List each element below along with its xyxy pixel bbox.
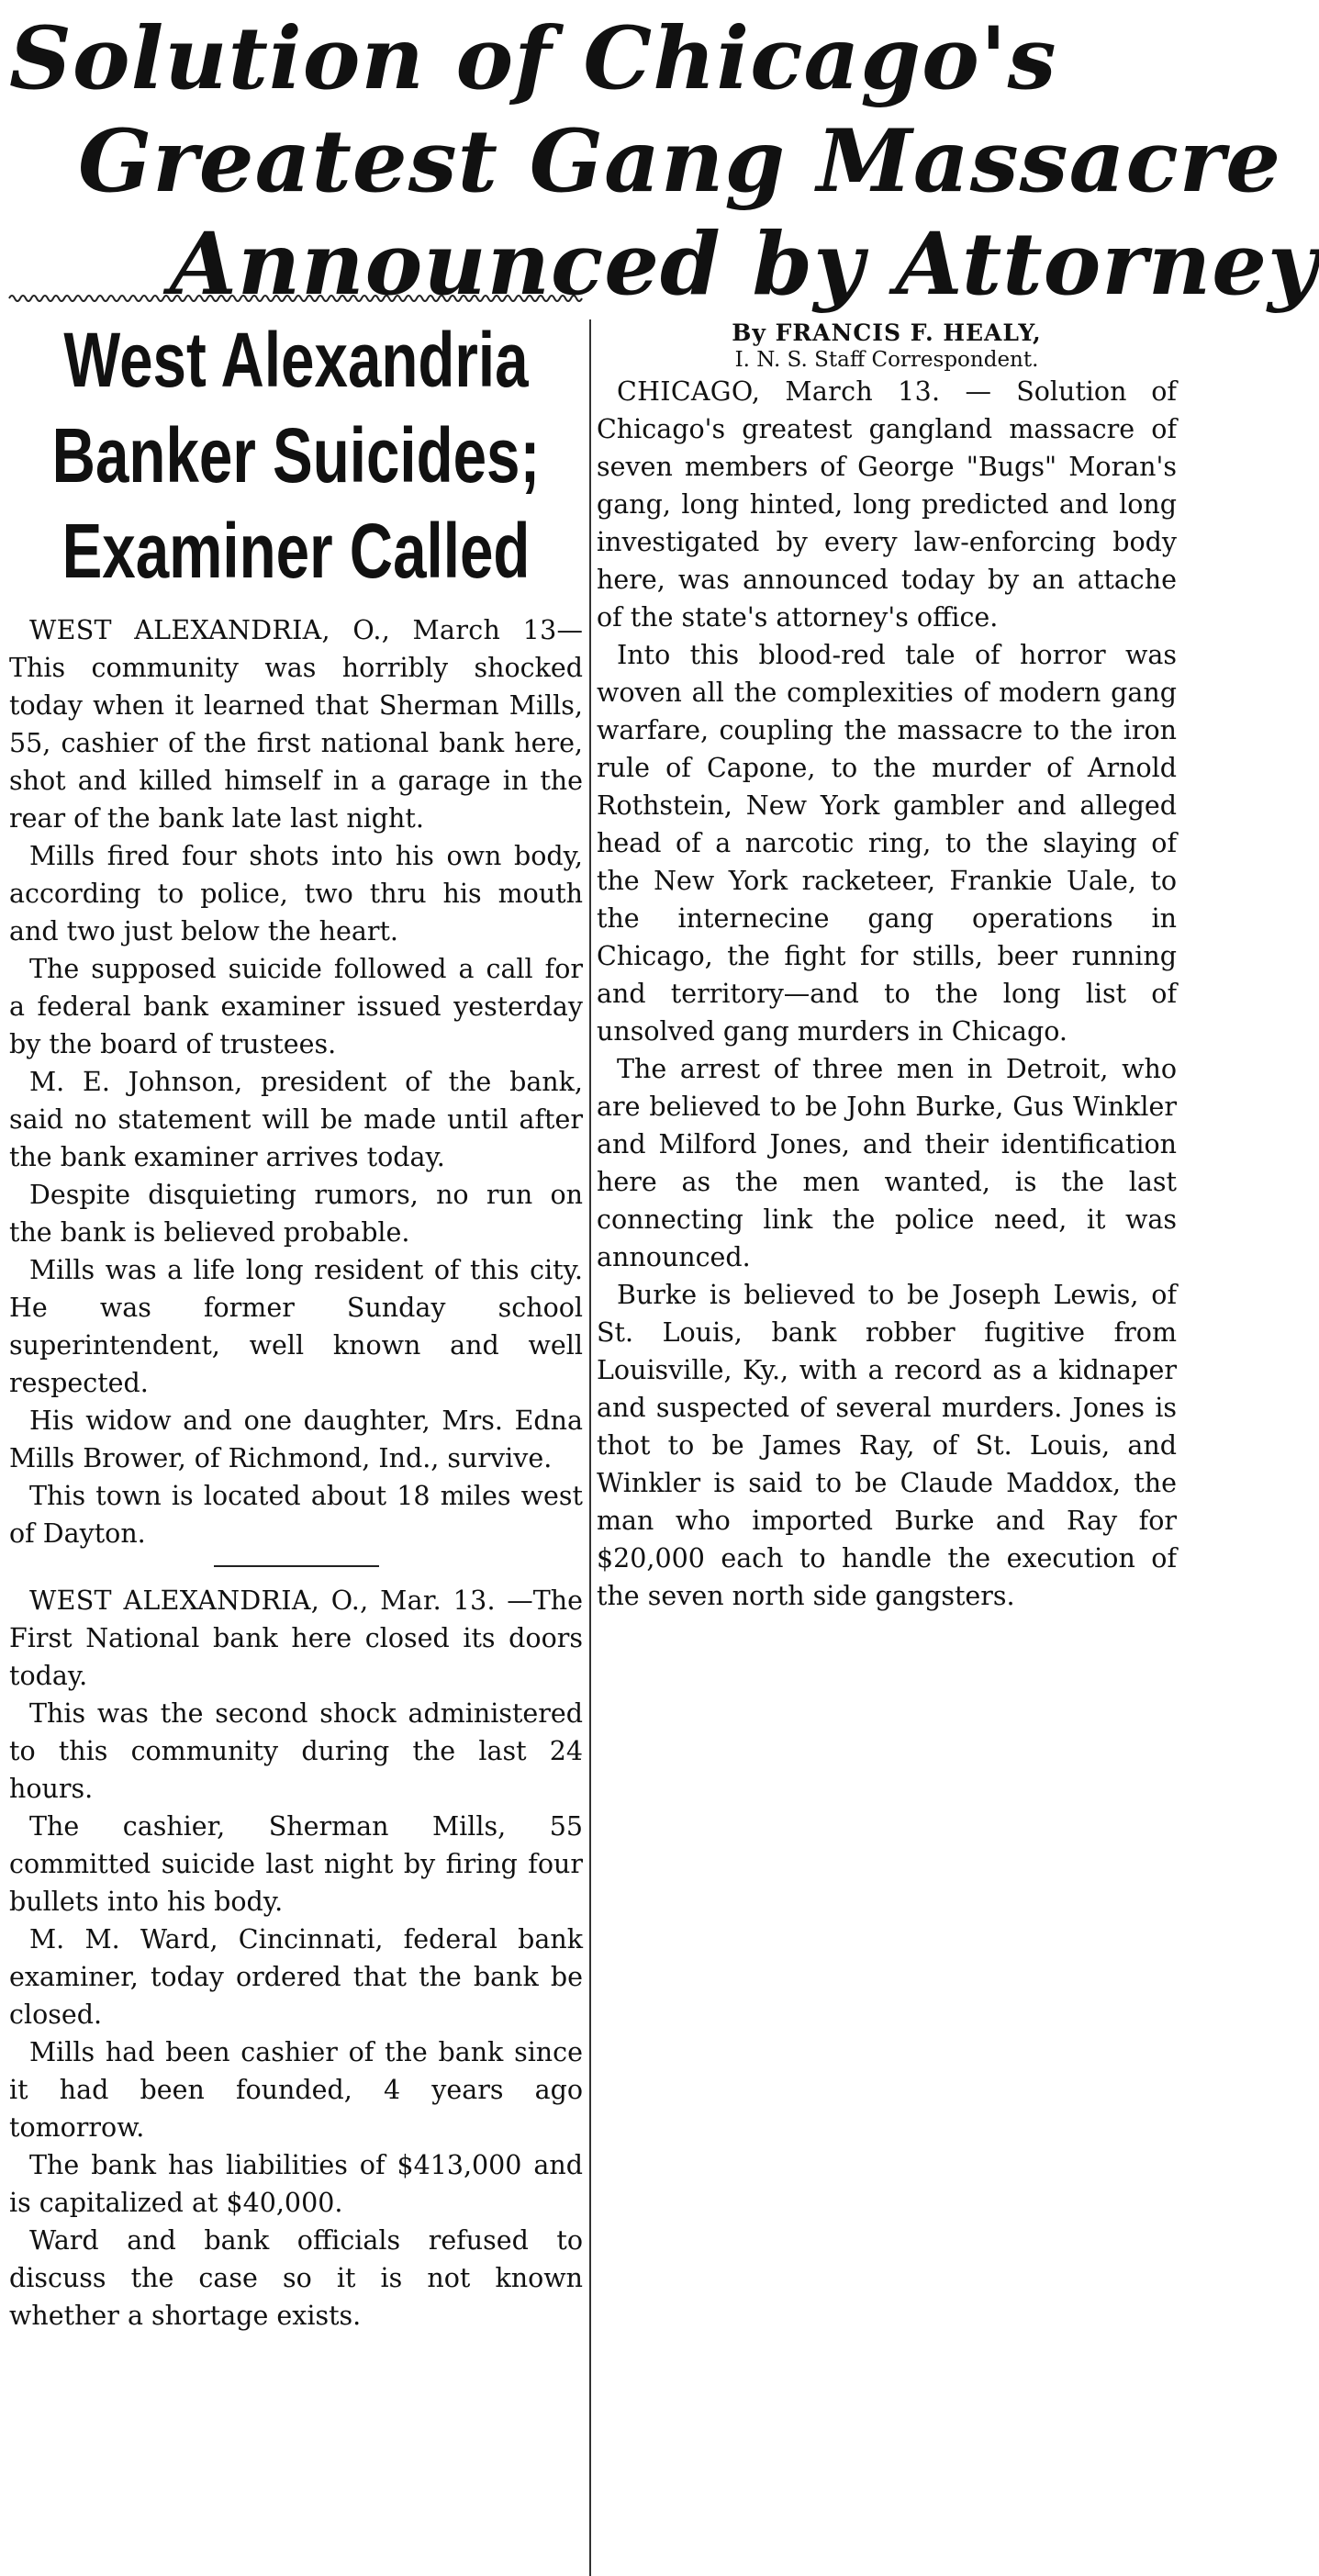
section-divider — [214, 1565, 379, 1567]
article-paragraph: The bank has liabilities of $413,000 and is capitalized at $40,000. — [9, 2150, 583, 2218]
banner-headline — [9, 7, 1319, 316]
left-headline-line-1: West Alexandria — [63, 317, 529, 403]
article-paragraph: Mills fired four shots into his own body, according to police, two thru his mouth and two just below the heart. — [9, 841, 583, 946]
dateline: WEST ALEXANDRIA, O., March 13 — [29, 615, 557, 645]
article-paragraph: This was the second shock administered to this community during the last 24 hours. — [9, 1698, 583, 1804]
left-headline — [8, 312, 585, 599]
byline-credit: I. N. S. Staff Correspondent. — [734, 348, 1039, 372]
article-paragraph: Ward and bank officials refused to discuss the case so it is not known whether a shortage exists. — [9, 2225, 583, 2331]
paragraph-text: —The First National bank here closed its doors today. — [9, 1585, 584, 1691]
dateline: WEST ALEXANDRIA, O., Mar. 13. — [29, 1585, 496, 1616]
article-paragraph — [597, 373, 1177, 636]
left-headline-line-3: Examiner Called — [61, 508, 531, 594]
banner-line-1: Solution of Chicago's — [9, 8, 1057, 109]
dateline: CHICAGO, March 13. — — [617, 376, 992, 407]
article-paragraph: The supposed suicide followed a call for a federal bank examiner issued yesterday by the board of trustees. — [9, 954, 583, 1059]
wavy-rule — [9, 292, 578, 305]
left-article-2 — [9, 1582, 583, 2335]
left-headline-line-2: Banker Suicides; — [51, 412, 541, 498]
left-article — [9, 611, 583, 1552]
article-paragraph: His widow and one daughter, Mrs. Edna Mills Brower, of Richmond, Ind., survive. — [9, 1406, 583, 1473]
article-paragraph: Into this blood-red tale of horror was woven all the complexities of modern gang warfare, coupling the massacre to the iron rule of Capone, to the murder of Arnold Rothstein, New York gambler and alleged head of a narcotic ring, to the slaying of the New York racketeer, Frankie Uale, to the internecine gang operations in Chicago, the fight for stills, beer running and territory—and to the long list of unsolved gang murders in Chicago. — [597, 640, 1177, 1047]
article-paragraph: Mills had been cashier of the bank since it had been founded, 4 years ago tomorrow. — [9, 2037, 583, 2143]
article-paragraph: The cashier, Sherman Mills, 55 committed suicide last night by firing four bullets into his body. — [9, 1811, 583, 1917]
right-column — [597, 319, 1177, 1615]
article-paragraph: M. E. Johnson, president of the bank, said no statement will be made until after the bank examiner arrives today. — [9, 1067, 583, 1172]
right-article — [597, 373, 1177, 1615]
left-column — [9, 312, 583, 2335]
article-paragraph — [9, 611, 583, 837]
article-paragraph: This town is located about 18 miles west of Dayton. — [9, 1481, 583, 1549]
banner-line-2: Greatest Gang Massacre — [78, 111, 1282, 212]
article-paragraph: M. M. Ward, Cincinnati, federal bank examiner, today ordered that the bank be closed. — [9, 1924, 583, 2030]
article-paragraph — [9, 1582, 583, 1695]
paragraph-text: Solution of Chicago's greatest gangland massacre of seven members of George "Bugs" Moran's gang, long hinted, long predicted and long investigated by every law-enforcing body here, was announced today by an attache of the state's attorney's office. — [597, 376, 1177, 633]
article-paragraph: Mills was a life long resident of this city. He was former Sunday school superintendent, well known and well respected. — [9, 1255, 583, 1398]
article-paragraph: Burke is believed to be Joseph Lewis, of St. Louis, bank robber fugitive from Louisville, Ky., with a record as a kidnaper and suspected of several murders. Jones is thot to be James Ray, of St. Louis, and Winkler is said to be Claude Maddox, the man who imported Burke and Ray for $20,000 each to handle the execution of the seven north side gangsters. — [597, 1280, 1177, 1611]
paragraph-text: —This community was horribly shocked today when it learned that Sherman Mills, 55, cashier of the first national bank here, shot and killed himself in a garage in the rear of the bank late last night. — [9, 615, 583, 834]
article-paragraph: Despite disquieting rumors, no run on the bank is believed probable. — [9, 1180, 583, 1248]
banner-line-3: Announced by Attorney — [170, 214, 1319, 315]
article-paragraph: The arrest of three men in Detroit, who are believed to be John Burke, Gus Winkler and Milford Jones, and their identification here as the men wanted, is the last connecting link the police need, it was announced. — [597, 1054, 1177, 1272]
byline: By FRANCIS F. HEALY, — [732, 319, 1042, 346]
column-divider — [589, 319, 591, 2576]
